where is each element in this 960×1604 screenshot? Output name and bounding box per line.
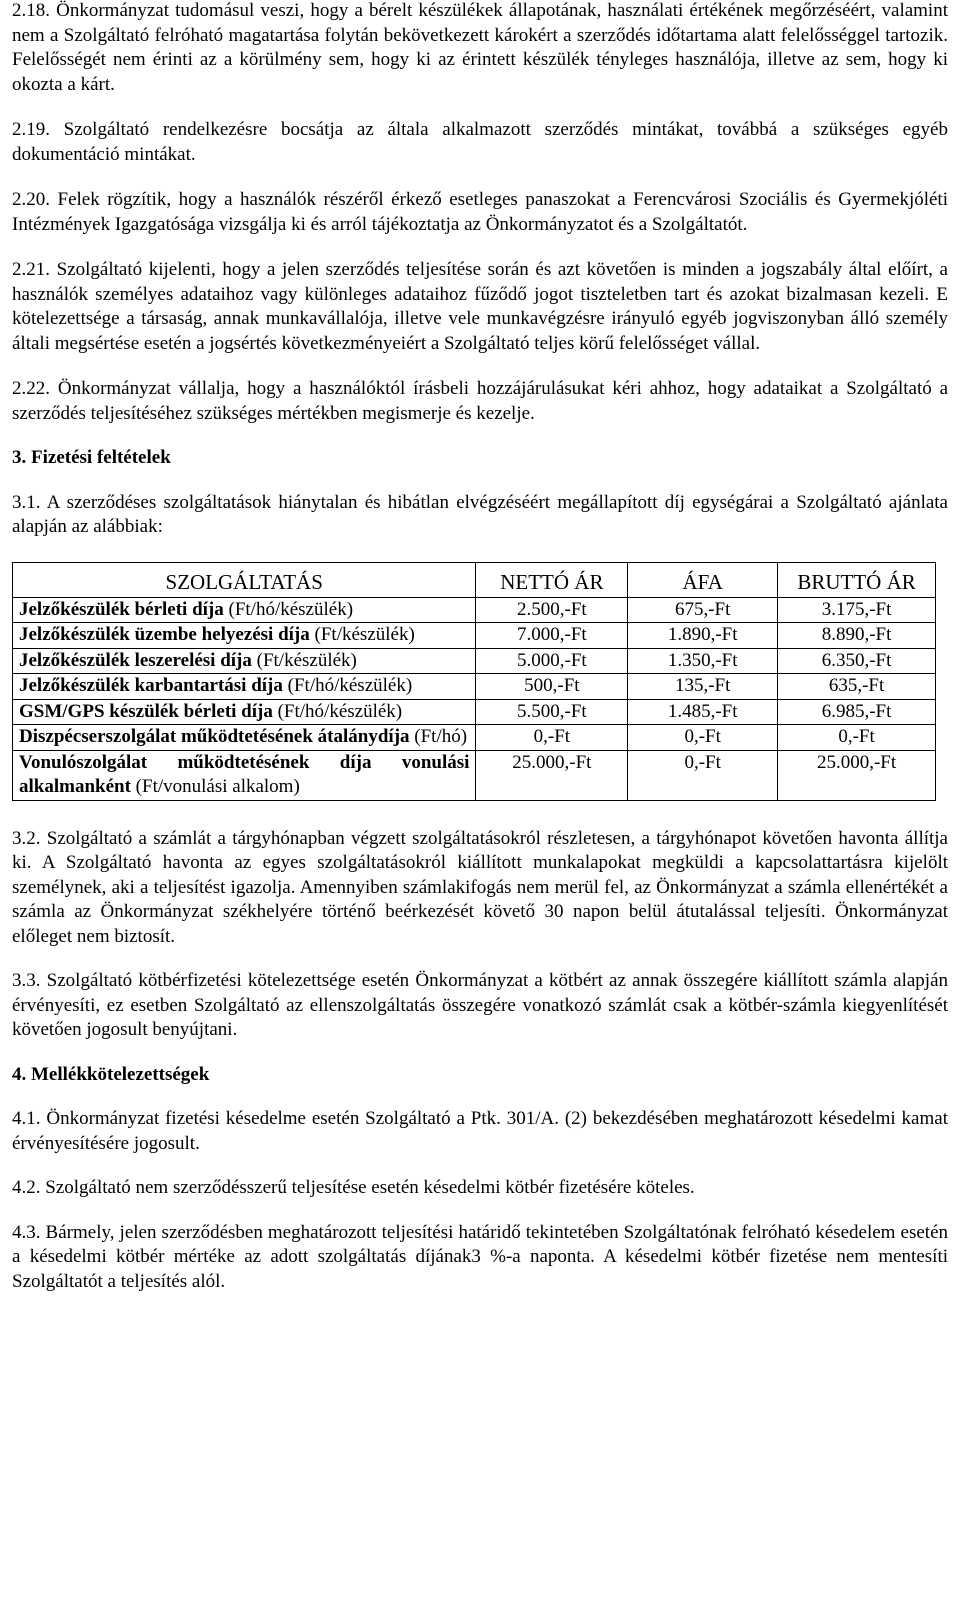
- header-gross-price: BRUTTÓ ÁR: [778, 562, 936, 597]
- service-unit: (Ft/hó/készülék): [272, 700, 403, 722]
- service-cell: [13, 725, 476, 751]
- vat-cell: 1.890,-Ft: [628, 623, 778, 649]
- paragraph-3-3: 3.3. Szolgáltató kötbérfizetési kötelezettsége esetén Önkormányzat a kötbért az annak összegére kiállított számla alapján érvényesíti, ez esetben Szolgáltató az ellenszolgáltatás összegére vonatkozó számlát csak a kötbér-számla kiegyenlítését követően jogosult benyújtani.: [12, 970, 948, 1040]
- net-price-cell: 25.000,-Ft: [476, 750, 628, 800]
- gross-price-cell: 3.175,-Ft: [778, 597, 936, 623]
- service-cell: [13, 699, 476, 725]
- net-price-cell: 500,-Ft: [476, 674, 628, 700]
- net-price-cell: 5.500,-Ft: [476, 699, 628, 725]
- table-row: [13, 699, 936, 725]
- table-row: [13, 597, 936, 623]
- gross-price-cell: 8.890,-Ft: [778, 623, 936, 649]
- vat-cell: 1.485,-Ft: [628, 699, 778, 725]
- service-name: GSM/GPS készülék bérleti díja: [19, 700, 273, 722]
- paragraph-2-22: 2.22. Önkormányzat vállalja, hogy a használóktól írásbeli hozzájárulásukat kéri ahhoz, hogy adataikat a Szolgáltató a szerződés teljesítéséhez szükséges mértékben megismerje és kezelje.: [12, 378, 948, 424]
- service-unit: (Ft/hó): [409, 726, 468, 747]
- header-net-price: NETTÓ ÁR: [476, 562, 628, 597]
- net-price-cell: 0,-Ft: [476, 725, 628, 751]
- net-price-cell: 7.000,-Ft: [476, 623, 628, 649]
- table-row: [13, 674, 936, 700]
- gross-price-cell: 25.000,-Ft: [778, 750, 936, 800]
- service-name: Jelzőkészülék bérleti díja: [19, 598, 224, 620]
- service-name: Jelzőkészülék leszerelési díja: [19, 649, 252, 671]
- table-row: [13, 725, 936, 751]
- table-row: [13, 623, 936, 649]
- paragraph-2-18: 2.18. Önkormányzat tudomásul veszi, hogy a bérelt készülékek állapotának, használati értékének megőrzéséért, valamint nem a Szolgáltató felróható magatartása folytán bekövetkezett károkért a szerződés időtartama alatt felelősséggel tartozik. Felelősségét nem érinti az a körülmény sem, hogy ki az érintett készülék tényleges használója, illetve az sem, hogy ki okozta a kárt.: [12, 0, 948, 95]
- service-unit: (Ft/készülék): [309, 624, 415, 645]
- price-table: [12, 562, 936, 801]
- price-table-header: [13, 562, 936, 597]
- header-service: SZOLGÁLTATÁS: [13, 562, 476, 597]
- gross-price-cell: 0,-Ft: [778, 725, 936, 751]
- paragraph-2-21: 2.21. Szolgáltató kijelenti, hogy a jelen szerződés teljesítése során és azt követően is minden a jogszabály által előírt, a használók személyes adataihoz vagy különleges adataihoz fűződő jogot tiszteletben tart és azokat bizalmasan kezeli. E kötelezettsége a társaság, annak munkavállalója, illetve vele munkavégzésre irányuló egyéb jogviszonyban álló személy általi megsértése esetén a jogsértés következményeiért a Szolgáltató teljes körű felelősséget vállal.: [12, 259, 948, 354]
- table-row: [13, 750, 936, 800]
- vat-cell: 0,-Ft: [628, 725, 778, 751]
- vat-cell: 1.350,-Ft: [628, 648, 778, 674]
- service-name: Vonulószolgálat működtetésének díja vonulási alkalmanként: [19, 751, 470, 797]
- paragraph-4-2: 4.2. Szolgáltató nem szerződésszerű teljesítése esetén késedelmi kötbér fizetésére köteles.: [12, 1177, 695, 1198]
- table-row: [13, 648, 936, 674]
- service-cell: [13, 674, 476, 700]
- section-3-heading: 3. Fizetési feltételek: [12, 447, 171, 468]
- service-unit: (Ft/hó/készülék): [223, 598, 354, 620]
- gross-price-cell: 6.350,-Ft: [778, 648, 936, 674]
- service-unit: (Ft/hó/készülék): [282, 675, 413, 696]
- service-cell: [13, 750, 476, 800]
- header-vat: ÁFA: [628, 562, 778, 597]
- service-name: Jelzőkészülék üzembe helyezési díja: [19, 624, 310, 645]
- gross-price-cell: 6.985,-Ft: [778, 699, 936, 725]
- section-4-heading: 4. Mellékkötelezettségek: [12, 1063, 210, 1085]
- gross-price-cell: 635,-Ft: [778, 674, 936, 700]
- paragraph-4-1: 4.1. Önkormányzat fizetési késedelme esetén Szolgáltató a Ptk. 301/A. (2) bekezdésében meghatározott késedelmi kamat érvényesítésére jogosult.: [12, 1108, 948, 1154]
- service-cell: [13, 597, 476, 623]
- net-price-cell: 2.500,-Ft: [476, 597, 628, 623]
- paragraph-2-20: 2.20. Felek rögzítik, hogy a használók részéről érkező esetleges panaszokat a Ferencvárosi Szociális és Gyermekjóléti Intézmények Igazgatósága vizsgálja ki és arról tájékoztatja az Önkormányzatot és a Szolgáltatót.: [12, 189, 948, 235]
- vat-cell: 135,-Ft: [628, 674, 778, 700]
- service-cell: [13, 623, 476, 649]
- service-name: Diszpécserszolgálat működtetésének átalánydíja: [19, 726, 410, 747]
- paragraph-2-19: 2.19. Szolgáltató rendelkezésre bocsátja az általa alkalmazott szerződés mintákat, továbbá a szükséges egyéb dokumentáció mintákat.: [12, 119, 948, 165]
- net-price-cell: 5.000,-Ft: [476, 648, 628, 674]
- vat-cell: 675,-Ft: [628, 597, 778, 623]
- paragraph-3-1: 3.1. A szerződéses szolgáltatások hiánytalan és hibátlan elvégzéséért megállapított díj egységárai a Szolgáltató ajánlata alapján az alábbiak:: [12, 491, 948, 537]
- paragraph-3-2: 3.2. Szolgáltató a számlát a tárgyhónapban végzett szolgáltatásokról részletesen, a tárgyhónapot követően havonta állítja ki. A Szolgáltató havonta az egyes szolgáltatásokról kiállított munkalapokat megküldi a kapcsolattartásra kijelölt személynek, aki a teljesítést igazolja. Amennyiben számlakifogás nem merül fel, az Önkormányzat a számla ellenértékét a számla az Önkormányzat székhelyére történő beérkezését követő 30 napon belül átutalással teljesíti. Önkormányzat előleget nem biztosít.: [12, 827, 948, 947]
- paragraph-4-3: 4.3. Bármely, jelen szerződésben meghatározott teljesítési határidő tekintetében Szolgáltatónak felróható késedelem esetén a késedelmi kötbér mértéke az adott szolgáltatás díjának3 %-a naponta. A késedelmi kötbér fizetése nem mentesíti Szolgáltatót a teljesítés alól.: [12, 1221, 948, 1292]
- service-unit: (Ft/vonulási alkalom): [130, 776, 300, 797]
- service-cell: [13, 648, 476, 674]
- service-unit: (Ft/készülék): [251, 649, 357, 671]
- service-name: Jelzőkészülék karbantartási díja: [19, 675, 283, 696]
- vat-cell: 0,-Ft: [628, 750, 778, 800]
